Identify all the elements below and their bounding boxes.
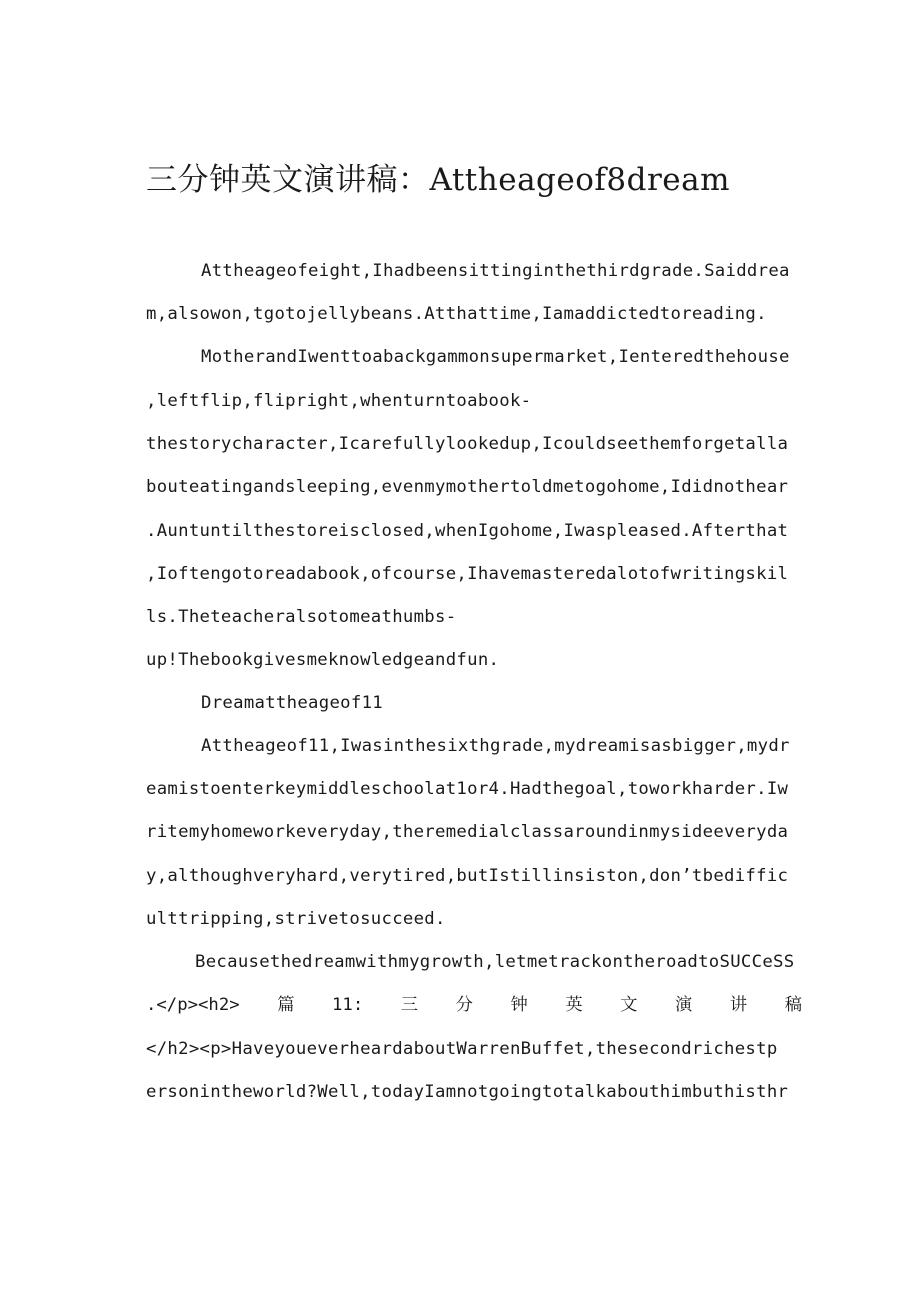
text-line-20: ersonintheworld?Well,todayIamnotgoingtotalkabouthimbuthisthr [146,1082,789,1102]
text-line-15: y,althoughveryhard,verytired,butIstillinsiston,don’tbediffic [146,866,789,886]
spread-token: 钟 [510,995,528,1015]
text-line-3: MotherandIwenttoabackgammonsupermarket,Ienteredthehouse [201,347,790,367]
text-line-1: Attheageofeight,Ihadbeensittinginthethirdgrade.Saiddrea [201,261,790,281]
text-line-12: Attheageof11,Iwasinthesixthgrade,mydreamisasbigger,mydr [201,736,790,756]
spread-token: 三 [400,995,419,1015]
text-line-2: m,alsowon,tgotojellybeans.Atthattime,Iamaddictedtoreading. [146,304,767,324]
spread-token: 篇 [277,995,295,1015]
spread-token: 演 [675,995,693,1015]
text-line-13: eamistoenterkeymiddleschoolat1or4.Hadthegoal,toworkharder.Iw [146,779,789,799]
section-heading: Dreamattheageof11 [201,693,383,713]
spread-token: .</p><h2> [146,995,240,1015]
spread-token: 分 [455,995,473,1015]
text-line-5: thestorycharacter,Icarefullylookedup,Icouldseethemforgetalla [146,434,789,454]
spread-heading-line [146,993,802,1017]
spread-token: 英 [565,995,583,1015]
spread-token: 讲 [729,995,748,1015]
text-line-14: ritemyhomeworkeveryday,theremedialclassaroundinmysideeveryda [146,822,789,842]
text-line-9: ls.Theteacheralsotomeathumbs- [146,607,457,627]
spread-token: 稿 [784,995,802,1015]
text-line-19: </h2><p>Haveyoueverheardabout​WarrenBuffet,thesecondrichestp [146,1039,778,1059]
text-line-17: Becausethedreamwithmygrowth,letmetrackontheroadtoSUCCeSS [195,952,795,972]
text-line-7: .Auntuntilthestoreisclosed,whenIgohome,Iwaspleased.Afterthat [146,521,789,541]
text-line-4: ,leftflip,flipright,whenturntoabook- [146,391,532,411]
text-line-6: bouteatingandsleeping,evenmymothertoldmetogohome,Ididnothear [146,477,789,497]
document-title: 三分钟英文演讲稿：Attheageof8dream [146,162,730,198]
text-line-16: ulttripping,strivetosucceed. [146,909,446,929]
text-line-8: ,Ioftengotoreadabook,ofcourse,Ihavemasteredalotofwritingskil [146,564,789,584]
spread-token: 文 [620,995,638,1015]
spread-token: 11: [332,995,364,1015]
text-line-10: up!Thebookgivesmeknowledgeandfun. [146,650,500,670]
